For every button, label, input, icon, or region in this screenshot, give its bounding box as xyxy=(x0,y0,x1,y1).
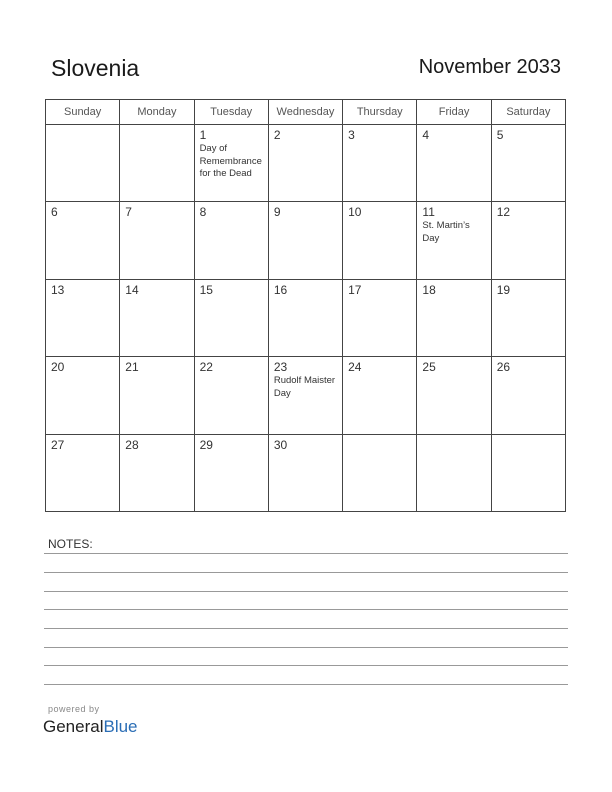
note-line xyxy=(44,628,568,629)
day-cell xyxy=(491,202,565,279)
day-cell xyxy=(268,202,342,279)
day-number: 6 xyxy=(51,205,58,220)
day-cell xyxy=(343,357,417,434)
day-number: 18 xyxy=(422,282,436,297)
country-title: Slovenia xyxy=(51,55,140,81)
brand-blue: Blue xyxy=(103,717,138,736)
holiday-label: St. Martin’s Day xyxy=(422,220,470,244)
day-cell xyxy=(268,279,342,356)
day-cell xyxy=(194,279,268,356)
day-number: 15 xyxy=(199,282,213,297)
day-cell xyxy=(194,357,268,434)
day-number: 16 xyxy=(273,282,288,297)
brand-general: General xyxy=(43,717,104,736)
day-cell xyxy=(343,279,417,356)
day-number: 12 xyxy=(496,205,511,220)
note-line xyxy=(44,572,568,573)
week-row xyxy=(46,279,566,356)
day-number: 22 xyxy=(199,360,213,375)
day-cell xyxy=(343,125,417,202)
weekday-header-row xyxy=(46,100,566,125)
week-row xyxy=(46,357,566,434)
day-cell xyxy=(46,202,120,279)
weekday-thursday: Thursday xyxy=(343,100,417,125)
day-number: 30 xyxy=(273,437,288,452)
day-number: 20 xyxy=(51,360,65,375)
month-title: November 2033 xyxy=(418,56,561,78)
day-cell xyxy=(491,125,565,202)
day-cell xyxy=(120,279,194,356)
day-cell xyxy=(491,357,565,434)
day-number: 1 xyxy=(199,128,207,142)
day-number: 8 xyxy=(199,205,207,220)
day-number: 19 xyxy=(496,282,511,297)
day-number: 10 xyxy=(348,205,362,220)
day-number: 27 xyxy=(51,437,65,452)
weekday-tuesday: Tuesday xyxy=(194,100,268,125)
day-number: 5 xyxy=(496,128,504,142)
holiday-label: Day of Remembrance for the Dead xyxy=(199,143,262,179)
day-cell xyxy=(120,434,194,511)
notes-label: NOTES: xyxy=(48,537,93,551)
day-cell xyxy=(268,125,342,202)
day-number: 28 xyxy=(125,437,139,452)
day-number: 2 xyxy=(273,128,281,142)
generalblue-logo xyxy=(43,717,138,737)
day-cell xyxy=(46,357,120,434)
holiday-label: Rudolf Maister Day xyxy=(273,375,336,399)
day-number: 26 xyxy=(496,360,511,375)
week-row xyxy=(46,202,566,279)
weekday-wednesday: Wednesday xyxy=(268,100,342,125)
day-cell xyxy=(46,279,120,356)
day-cell xyxy=(120,202,194,279)
day-cell xyxy=(268,357,342,434)
day-cell xyxy=(417,434,491,511)
weekday-monday: Monday xyxy=(120,100,194,125)
note-line xyxy=(44,684,568,685)
day-cell xyxy=(417,125,491,202)
day-number: 4 xyxy=(422,128,430,142)
day-cell xyxy=(417,279,491,356)
weekday-saturday: Saturday xyxy=(491,100,565,125)
powered-by-text: powered by xyxy=(48,704,100,714)
note-line xyxy=(44,609,568,610)
day-number: 23 xyxy=(273,360,288,375)
day-cell xyxy=(268,434,342,511)
day-number: 25 xyxy=(422,360,436,375)
day-number: 14 xyxy=(125,282,139,297)
day-number: 21 xyxy=(125,360,139,375)
day-cell xyxy=(417,202,491,279)
day-cell xyxy=(194,434,268,511)
note-line xyxy=(44,553,568,554)
weekday-friday: Friday xyxy=(417,100,491,125)
day-cell xyxy=(491,434,565,511)
day-cell xyxy=(417,357,491,434)
day-cell xyxy=(120,357,194,434)
week-row xyxy=(46,434,566,511)
day-number: 9 xyxy=(273,205,281,220)
week-row xyxy=(46,125,566,202)
day-number: 7 xyxy=(125,205,132,220)
day-number: 29 xyxy=(199,437,213,452)
day-cell xyxy=(46,434,120,511)
day-number: 24 xyxy=(348,360,362,375)
note-line xyxy=(44,647,568,648)
day-cell xyxy=(194,125,268,202)
day-number: 13 xyxy=(51,282,65,297)
note-line xyxy=(44,591,568,592)
day-cell xyxy=(194,202,268,279)
day-number: 17 xyxy=(348,282,362,297)
note-line xyxy=(44,665,568,666)
weekday-sunday: Sunday xyxy=(46,100,120,125)
day-cell xyxy=(343,202,417,279)
day-cell xyxy=(491,279,565,356)
calendar-grid xyxy=(45,99,566,512)
day-number: 3 xyxy=(348,128,355,142)
day-number: 11 xyxy=(422,205,435,220)
day-cell xyxy=(120,125,194,202)
day-cell xyxy=(343,434,417,511)
day-cell xyxy=(46,125,120,202)
